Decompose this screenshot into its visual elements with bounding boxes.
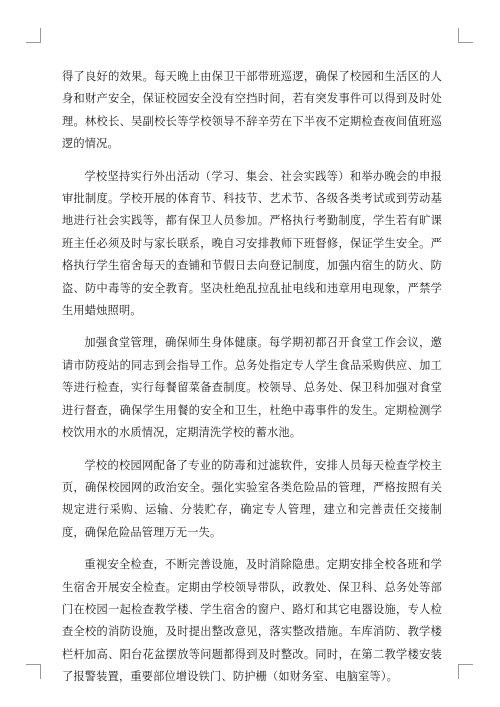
paragraph-2: 学校坚持实行外出活动（学习、集会、社会实践等）和举办晚会的申报审批制度。学校开展的体育节、科技节、艺术节、各级各类考试或到劳动基地进行社会实践等，都有保卫人员参加。严格执行考勤制度，学生若有旷课班主任必须及时与家长联系，晚自习安排教师下班督修，保证学生安全。严格执行学生宿舍每天的查铺和节假日去向登记制度，加强内宿生的防火、防盗、防中毒等的安全教育。坚决杜绝乱拉乱扯电线和违章用电现象，严禁学生用蜡烛照明。	[62, 169, 442, 318]
paragraph-4: 学校的校园网配备了专业的防毒和过滤软件，安排人员每天检查学校主页，确保校园网的政治安全。强化实验室各类危险品的管理，严格按照有关规定进行采购、运输、分装贮存，确定专人管理，建立和完善责任交接制度，确保危险品管理万无一失。	[62, 458, 442, 539]
crop-mark-top-left	[26, 28, 41, 43]
crop-mark-bottom-right	[458, 664, 473, 679]
crop-mark-top-right	[458, 28, 473, 43]
paragraph-1: 得了良好的效果。每天晚上由保卫干部带班巡逻，确保了校园和生活区的人身和财产安全，保证校园安全没有空挡时间，若有突发事件可以得到及时处理。林校长、吴副校长等学校领导不辞辛劳在下半夜不定期检查夜间值班巡逻的情况。	[62, 70, 442, 151]
document-body	[62, 66, 442, 699]
paragraph-3: 加强食堂管理，确保师生身体健康。每学期初都召开食堂工作会议，邀请市防疫站的同志到会指导工作。总务处指定专人学生食品采购供应、加工等进行检查，实行每餐留菜备查制度。校领导、总务处、保卫科加强对食堂进行督查，确保学生用餐的安全和卫生，杜绝中毒事件的发生。定期检测学校饮用水的水质情况，定期清洗学校的蓄水池。	[62, 336, 442, 440]
crop-mark-bottom-left	[26, 664, 41, 679]
paragraph-5: 重视安全检查，不断完善设施，及时消除隐患。定期安排全校各班和学生宿舍开展安全检查。定期由学校领导带队，政教处、保卫科、总务处等部门在校园一起检查教学楼、学生宿舍的窗户、路灯和其它电器设施，专人检查全校的消防设施，及时提出整改意见，落实整改措施。车库消防、教学楼栏杆加高、阳台花盆摆放等问题都得到及时整改。同时，在第二教学楼安装了报警装置，重要部位增设铁门、防护栅（如财务室、电脑室等）。	[62, 558, 442, 684]
